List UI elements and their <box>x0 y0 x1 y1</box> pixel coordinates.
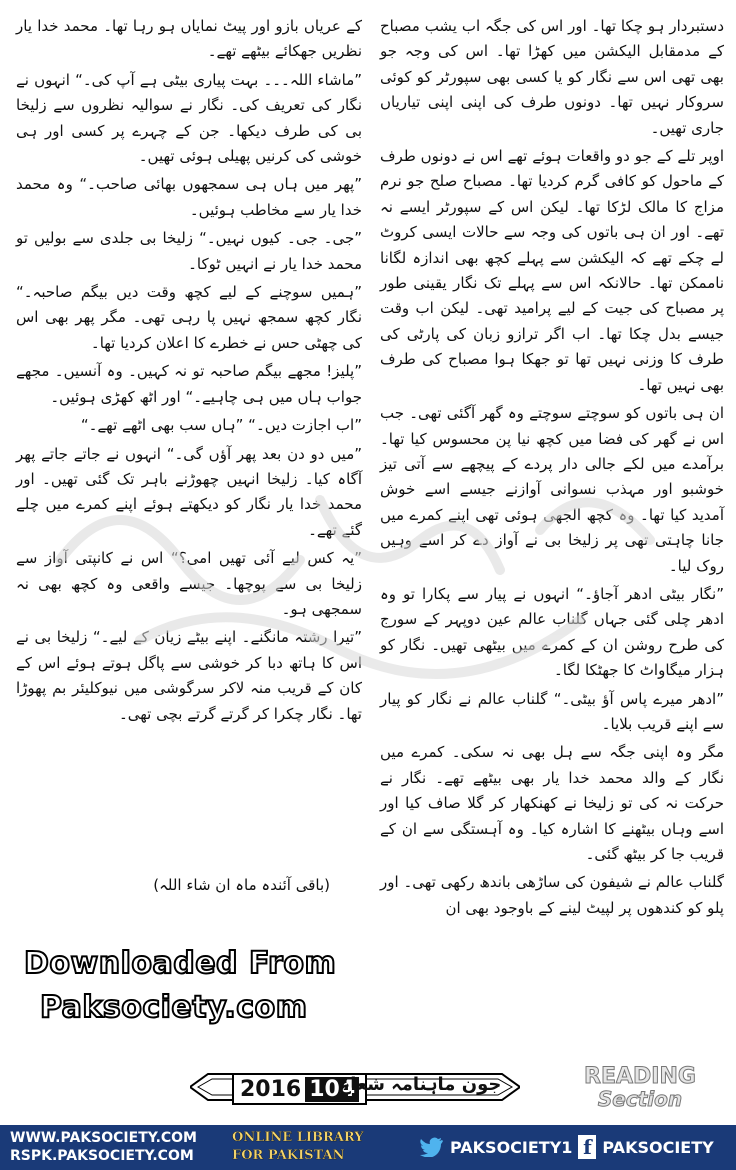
right-text-column <box>380 14 724 924</box>
facebook-icon[interactable]: f <box>578 1135 596 1159</box>
paragraph: ”ادھر میرے پاس آؤ بیٹی۔“ گلناب عالم نے نگار کو پیار سے اپنے قریب بلایا۔ <box>380 689 724 733</box>
site-links <box>10 1129 197 1165</box>
bottom-banner <box>0 1125 736 1170</box>
reading-section-logo <box>584 1064 696 1111</box>
magazine-name: ماہنامہ شعاع <box>338 1074 456 1095</box>
online-library-label <box>232 1129 364 1165</box>
twitter-icon[interactable] <box>418 1137 444 1157</box>
library-line: FOR PAKISTAN <box>232 1148 345 1163</box>
paragraph: ”تیرا رشتہ مانگنے۔ اپنے بیٹے زیان کے لیے۔“ زلیخا بی نے اس کا ہاتھ دبا کر خوشی سے پاگل ہوتے ہوئے اس کے کان کے قریب منہ لاکر سرگوشی میں نیوکلیئر بم پھوڑا تھا۔ نگار چکرا کر گرتے گرتے بچی تھی۔ <box>16 628 362 723</box>
paragraph: ”پلیز! مجھے بیگم صاحبہ تو نہ کہیں۔ وہ آنسیں۔ مجھے جواب ہاں میں ہی چاہیے۔“ اور اٹھ کھڑی ہوئیں۔ <box>16 362 362 406</box>
to-be-continued-note: (باقی آئندہ ماہ ان شاء اللہ) <box>153 876 330 894</box>
paragraph: ان ہی باتوں کو سوچتے سوچتے وہ گھر آگئی تھی۔ جب اس نے گھر کی فضا میں کچھ نیا پن محسوس کیا تھا۔ برآمدے میں لکے جالی دار پردے کے پیچھے سے آتی تیز خوشبو اور مہذب نسوانی آوازنے جیسے اسے خوش آمدید کیا تھا۔ وہ کچھ الجھی ہوئی تھی اپنے کمرے میں جانا چاہتی تھی پر زلیخا بی نے آواز دے کر اسے وہیں روک لیا۔ <box>380 404 724 575</box>
month: جون <box>461 1074 502 1095</box>
site-link[interactable]: WWW.PAKSOCIETY.COM <box>10 1130 197 1146</box>
left-text-column <box>16 14 362 730</box>
paragraph: ”یہ کس لیے آئی تھیں امی؟“ اس نے کانپتی آواز سے زلیخا بی سے پوچھا۔ جیسے واقعی وہ کچھ بھی نہ سمجھی ہو۔ <box>16 549 362 618</box>
paragraph: ”میں دو دن بعد پھر آؤں گی۔“ انہوں نے جاتے جاتے پھر آگاہ کیا۔ زلیخا انہیں چھوڑنے باہر تک گئی تھیں۔ اور محمد خدا یار نگار کو دیکھتے ہوئے اپنے کمرے میں چلے گئے تھے۔ <box>16 444 362 539</box>
paragraph: اوپر تلے کے جو دو واقعات ہوئے تھے اس نے دونوں طرف کے ماحول کو کافی گرم کردیا تھا۔ مصباح صلح جو نرم مزاج کا مالک لڑکا تھا۔ لیکن اس کے سپورٹر ایسے نہ تھے۔ اور ان ہی باتوں کی وجہ سے حالات ایسی کروٹ لے چکے تھے کہ الیکشن سے پہلے کچھ بھی اندازہ لگانا ناممکن تھا۔ حالانکہ اس سے پہلے تک نگار یقینی طور پر مصباح کی جیت کے لیے پرامید تھی۔ لیکن اب وقت جیسے بدل چکا تھا۔ اب اگر ترازو زبان کی پارٹی کی طرف کا وزنی نہیں تھا تو جھکا ہوا مصباح کی طرف بھی نہیں تھا۔ <box>380 147 724 394</box>
paragraph: ”نگار بیٹی ادھر آجاؤ۔“ انہوں نے پیار سے پکارا تو وہ ادھر چلی گئی جہاں گلناب عالم عین دوپہر کے سورج کی طرح روشن ان کے کمرے میں بیٹھی تھیں۔ نگار کو ہزار میگاواٹ کا جھٹکا لگا۔ <box>380 584 724 680</box>
reading-label: READING <box>584 1064 696 1089</box>
paragraph: ”پھر میں ہاں ہی سمجھوں بھائی صاحب۔“ وہ محمد خدا یار سے مخاطب ہوئیں۔ <box>16 175 362 219</box>
section-label: Section <box>597 1087 683 1111</box>
facebook-handle[interactable]: PAKSOCIETY <box>602 1137 714 1157</box>
paragraph: مگر وہ اپنی جگہ سے ہل بھی نہ سکی۔ کمرے میں نگار کے والد محمد خدا یار بھی بیٹھے تھے۔ نگار نے حرکت نہ کی تو زلیخا نے کھنکھار کر گلا صاف کیا اور اسے وہاں بیٹھنے کا اشارہ کیا۔ وہ آہستگی سے ان کے قریب جا کر بیٹھ گئی۔ <box>380 743 724 863</box>
paragraph: ”ہمیں سوچنے کے لیے کچھ وقت دیں بیگم صاحبہ۔“ نگار کچھ سمجھ نہیں پا رہی تھی۔ مگر پھر بھی اس کی چھٹی حس نے خطرے کا اعلان کردیا تھا۔ <box>16 283 362 352</box>
paragraph: گلناب عالم نے شیفون کی ساڑھی باندھ رکھی تھی۔ اور پلو کو کندھوں پر لپیٹ لینے کے باوجود بھی ان <box>380 873 724 917</box>
paragraph: ”جی۔ جی۔ کیوں نہیں۔“ زلیخا بی جلدی سے بولیں تو محمد خدا یار نے انہیں ٹوکا۔ <box>16 229 362 273</box>
paksociety-label: Paksociety.com <box>40 990 308 1025</box>
site-link[interactable]: RSPK.PAKSOCIETY.COM <box>10 1148 194 1164</box>
year: 2016 <box>240 1076 302 1102</box>
magazine-title <box>338 1074 501 1095</box>
social-links <box>418 1133 714 1161</box>
downloaded-from-label: Downloaded From <box>24 946 337 981</box>
twitter-handle[interactable]: PAKSOCIETY1 <box>450 1137 573 1157</box>
paragraph: دستبردار ہو چکا تھا۔ اور اس کی جگہ اب یشب مصباح کے مدمقابل الیکشن میں کھڑا تھا۔ اس کی وجہ جو بھی تھی اس سے نگار کو یا کسی بھی سپورٹر کو کوئی سروکار نہیں تھا۔ دونوں طرف کی اپنی اپنی تیاریاں جاری تھیں۔ <box>380 17 724 137</box>
paragraph: کے عریاں بازو اور پیٹ نمایاں ہو رہا تھا۔ محمد خدا یار نظریں جھکائے بیٹھے تھے۔ <box>16 17 362 61</box>
page-number: 104 <box>305 1077 359 1102</box>
paragraph: ”اب اجازت دیں۔“ ”ہاں سب بھی اٹھے تھے۔“ <box>80 416 362 435</box>
paragraph: ”ماشاء اللہ۔۔۔ بہت پیاری بیٹی ہے آپ کی۔“ انہوں نے نگار کی تعریف کی۔ نگار نے سوالیہ نظروں سے زلیخا بی کی طرف دیکھا۔ جن کے چہرے پر کسی اور ہی خوشی کی کرنیں پھیلی ہوئی تھیں۔ <box>16 70 362 166</box>
library-line: ONLINE LIBRARY <box>232 1130 364 1145</box>
